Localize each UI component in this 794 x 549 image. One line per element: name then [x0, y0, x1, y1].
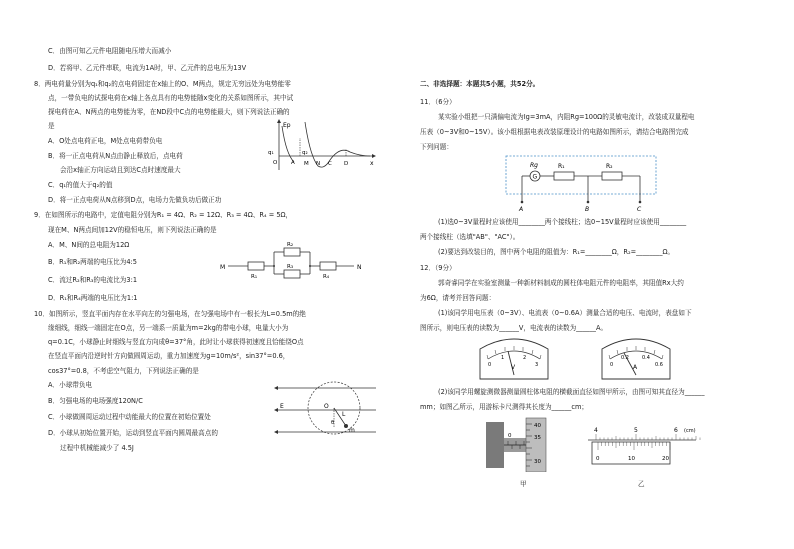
q8-option-b-line-2: 会沿x轴正方向运动且到达C点时速度最大 — [60, 166, 181, 174]
q10-stem-line-4: 在竖直平面内沿逆时针方向做圆周运动，重力加速度为g=10m/s²，sin37°=0.6， — [48, 352, 290, 360]
ammeter-tick-0: 0 — [610, 362, 614, 368]
q9-option-b: B．R₁和R₂两端的电压比为4:5 — [48, 258, 137, 266]
q8-fig-x: x — [370, 160, 374, 167]
q8-fig-m: M — [304, 161, 309, 167]
q8-fig-q2: q₂ — [302, 150, 308, 156]
q10-fig-m: m — [349, 427, 355, 434]
q10-stem-line-3: q=0.1C，小球静止时细线与竖直方向成θ=37°角，此时让小球获得初速度且恰能绕O点 — [48, 338, 304, 346]
ammeter-tick-0.4: 0.4 — [642, 355, 650, 361]
voltmeter-tick-2: 2 — [523, 355, 527, 361]
caliper-unit: (cm) — [684, 428, 696, 434]
q9-fig-r4: R₄ — [323, 274, 330, 280]
voltmeter-tick-0: 0 — [488, 362, 492, 368]
figure-caption-yi: 乙 — [638, 480, 645, 488]
caliper-main-label-6: 6 — [674, 427, 678, 434]
q10-option-b: B．匀强电场的电场强度120N/C — [48, 397, 143, 405]
q11-fig-g: G — [532, 173, 538, 181]
q8-option-b-line-1: B．将一正点电荷从N点由静止释放后，点电荷 — [48, 152, 183, 160]
q9-stem-line-1: 9．在如图所示的电路中，定值电阻分别为R₁ = 4Ω、R₂ = 12Ω、R₃ = 4Ω、R₄ = 5Ω， — [34, 211, 293, 219]
voltmeter-unit: V — [511, 364, 516, 371]
caliper-main-label-5: 5 — [634, 427, 638, 434]
ammeter-dial — [598, 335, 674, 381]
q9-fig-r2: R₂ — [287, 242, 294, 248]
q12-part-1-line-1: (1)该同学用电压表（0~3V）、电流表（0~0.6A）测量合适的电压、电流时，表盘如下 — [438, 309, 692, 317]
q8-option-d: D．将一正点电荷从N点移到D点，电场力先做负功后做正功 — [48, 196, 222, 204]
q10-stem-line-2: 缘细线，细线一端固定在O点，另一端系一质量为m=2kg的带电小球，电量大小为 — [48, 324, 289, 332]
caliper-vernier-label-10: 10 — [628, 456, 635, 462]
micrometer-label-35: 35 — [534, 435, 541, 441]
micrometer-label-30: 30 — [534, 459, 541, 465]
left-column — [14, 0, 394, 549]
ammeter-tick-0.2: 0.2 — [621, 355, 629, 361]
q8-fig-q1: q₁ — [268, 150, 274, 156]
q9-fig-r1: R₁ — [251, 274, 258, 280]
q7-option-d: D．若将甲、乙元件串联，电流为1A时，甲、乙元件的总电压为13V — [48, 64, 247, 72]
q10-fig-o: O — [324, 403, 329, 410]
q10-option-d-line-1: D．小球从初始位置开始，运动到竖直平面内圆周最高点的 — [48, 429, 218, 437]
right-column — [412, 0, 792, 549]
q12-stem-line-1: 郭奇睿同学在实验室测量一种新材料制成的圆柱体电阻元件的电阻率，其阻值Rx大约 — [438, 279, 684, 287]
q9-stem-line-2: 现在M、N两点间加12V的稳恒电压，则下列说法正确的是 — [48, 226, 217, 234]
q10-field-diagram — [272, 378, 384, 442]
q11-fig-r2: R₂ — [606, 163, 613, 170]
q12-stem-line-2: 为6Ω，请考并回答问题： — [420, 294, 496, 302]
caliper-vernier-label-20: 20 — [662, 456, 669, 462]
q8-fig-ep: Ep — [283, 122, 291, 129]
q10-option-c: C．小球做圆周运动过程中动能最大的位置在初始位置处 — [48, 413, 211, 421]
q10-fig-e: E — [280, 403, 284, 410]
q8-ep-x-graph — [264, 118, 379, 173]
ammeter-unit: A — [633, 364, 638, 371]
q8-fig-n: N — [316, 161, 321, 167]
q12-part-1-line-2: 图所示，则电压表的读数为______V，电流表的读数为______A。 — [420, 324, 608, 332]
q10-fig-l: L — [342, 411, 346, 418]
q8-stem-line-1: 8．两电荷量分别为q₁和q₂的点电荷固定在x轴上的O、M两点，规定无穷远处为电势能零 — [34, 80, 291, 88]
q12-part-2-line-1: (2)该同学用螺旋测微器测量圆柱体电阻的横截面直径如图甲所示，由图可知其直径为______ — [438, 388, 705, 396]
q9-option-a: A．M、N间的总电阻为12Ω — [48, 241, 130, 249]
q9-fig-r3: R₃ — [287, 264, 294, 270]
q8-fig-c: C — [328, 161, 332, 167]
figure-caption-jia: 甲 — [520, 480, 527, 488]
q8-fig-o: O — [273, 160, 278, 166]
q11-fig-b: B — [585, 206, 590, 212]
q9-circuit-diagram — [218, 238, 368, 280]
q9-fig-m: M — [220, 264, 226, 271]
q8-fig-d: D — [344, 161, 349, 167]
q9-fig-n: N — [357, 264, 362, 271]
micrometer-figure — [482, 416, 572, 472]
q10-stem-line-1: 10．如图所示，竖直平面内存在水平向左的匀强电场，在匀强电场中有一根长为L=0.5m的绝 — [34, 310, 306, 318]
section-heading: 二、非选择题：本题共5小题，共52分。 — [420, 80, 540, 88]
caliper-vernier-label-0: 0 — [596, 456, 600, 462]
micrometer-label-40: 40 — [534, 423, 541, 429]
q11-fig-r1: R₁ — [558, 163, 565, 170]
q11-stem-line-1: 某实验小组把一只满偏电流为Ig=3mA，内阻Rg=100Ω的灵敏电流计，改装成双量程电 — [438, 113, 695, 121]
q11-part-2: (2)要达到改装目的，图中两个电阻的阻值为：R₁=________Ω，R₂=________Ω。 — [438, 248, 675, 256]
q8-option-c: C．q₁的值大于q₂的值 — [48, 181, 113, 189]
q11-stem-line-3: 下列问题： — [420, 143, 453, 151]
q11-part-1-cont: 两个接线柱（选填"AB"、"AC"）。 — [420, 233, 520, 241]
q11-part-1: (1)选0~3V量程时应该使用________两个接线柱；选0~15V量程时应该使用________ — [438, 218, 687, 226]
ammeter-tick-0.6: 0.6 — [655, 362, 663, 368]
q10-option-a: A．小球带负电 — [48, 381, 93, 389]
micrometer-label-0: 0 — [508, 433, 512, 439]
q11-heading: 11．（6分） — [420, 98, 456, 106]
q8-stem-line-3: 探电荷在A、N两点的电势能为零，在ND段中C点的电势能最大，则下列说法正确的 — [48, 108, 290, 116]
vernier-caliper-figure — [582, 422, 702, 468]
q9-option-c: C．流过R₂和R₃的电流比为3:1 — [48, 276, 138, 284]
q11-circuit-diagram — [502, 152, 662, 212]
voltmeter-tick-3: 3 — [535, 362, 539, 368]
q12-part-2-line-2: mm；如图乙所示，用游标卡尺测得其长度为______cm； — [420, 403, 588, 411]
q7-option-c: C．由图可知乙元件电阻随电压增大而减小 — [48, 47, 172, 55]
q8-fig-a: A — [291, 160, 295, 166]
voltmeter-dial — [476, 335, 552, 381]
q9-option-d: D．R₁和R₄两端的电压比为1:1 — [48, 294, 138, 302]
voltmeter-tick-1: 1 — [501, 355, 505, 361]
q12-heading: 12．（9分） — [420, 264, 456, 272]
q11-stem-line-2: 压表（0~3V和0~15V）。该小组根据电表改装原理设计的电路如图所示，请结合电路图完成 — [420, 128, 689, 136]
q8-stem-line-2: 点，一带负电的试探电荷在x轴上各点具有的电势能随x变化的关系如图所示，其中试 — [48, 94, 294, 102]
q10-fig-theta: θ — [331, 420, 335, 426]
q10-option-d-line-2: 过程中机械能减少了 4.5J — [60, 444, 134, 452]
q11-fig-c: C — [637, 206, 642, 212]
q11-fig-a: A — [519, 206, 524, 212]
q11-fig-rg: Rg — [530, 162, 538, 169]
caliper-main-label-4: 4 — [594, 427, 598, 434]
q8-stem-line-4: 是 — [48, 122, 55, 130]
q10-stem-line-5: cos37°=0.8，不考虑空气阻力，下列说法正确的是 — [48, 367, 199, 375]
q8-option-a: A．O处点电荷正电，M处点电荷带负电 — [48, 137, 163, 145]
